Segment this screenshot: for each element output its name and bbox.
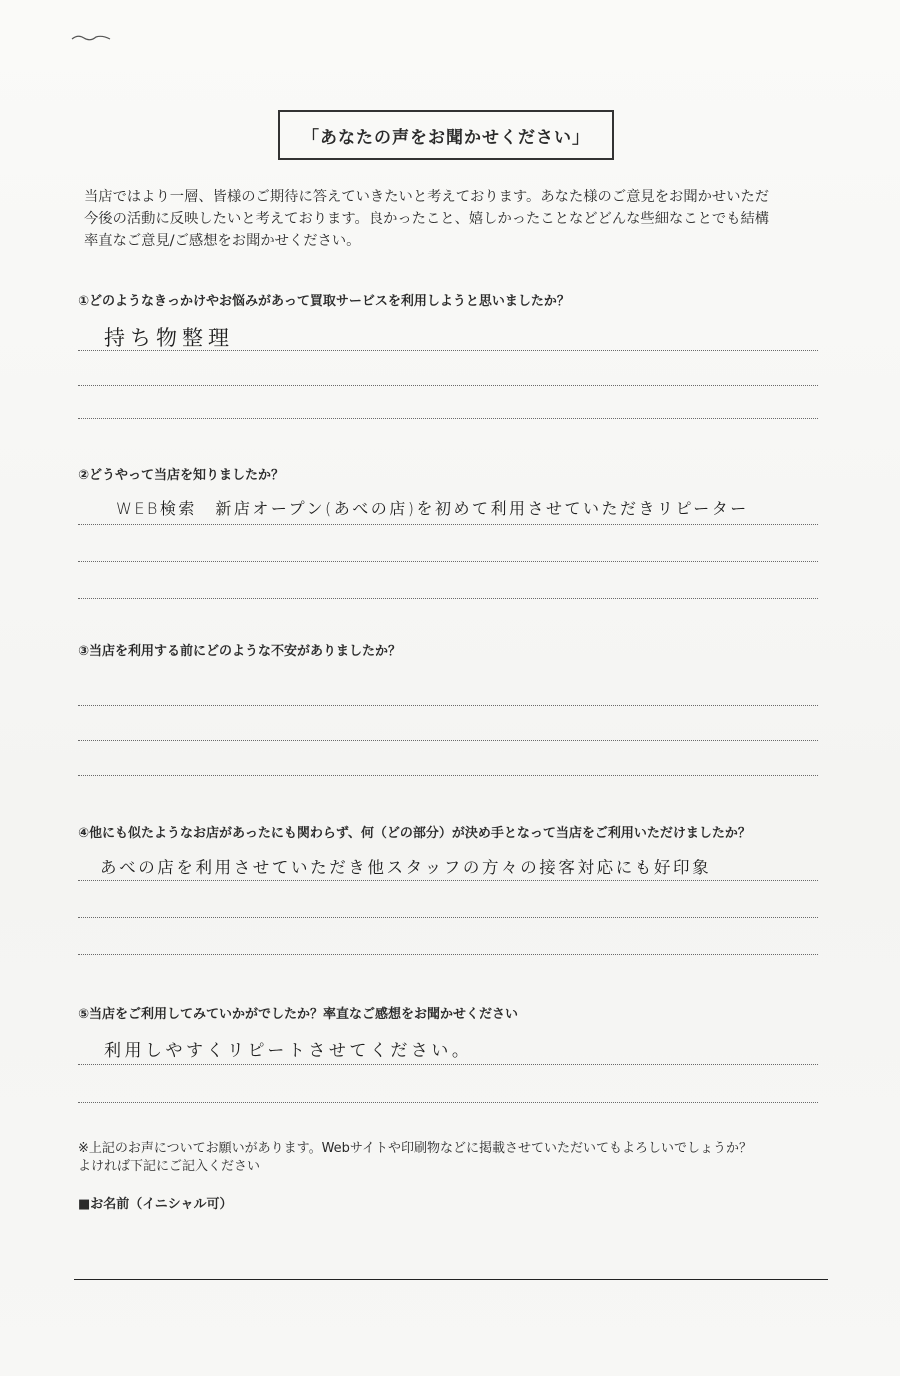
answer-5: 利用しやすくリピートさせてください。 [104, 1041, 473, 1061]
answer-line [78, 561, 818, 562]
answer-line [78, 775, 818, 776]
answer-line [78, 418, 818, 419]
intro-text [84, 186, 824, 252]
answer-line [78, 598, 818, 599]
question-3-label: ③当店を利用する前にどのような不安がありましたか？ [78, 644, 402, 659]
answer-line [78, 350, 818, 351]
name-field-label: ■お名前（イニシャル可） [78, 1197, 233, 1212]
name-signature-line[interactable] [74, 1279, 828, 1280]
permission-note [78, 1140, 818, 1176]
note-line: ※上記のお声についてお願いがあります。Webサイトや印刷物などに掲載させていただいてもよろしいでしょうか？ [78, 1141, 753, 1156]
question-4-label: ④他にも似たようなお店があったにも関わらず、何（どの部分）が決め手となって当店をご利用いただけましたか？ [78, 826, 751, 841]
question-5-label: ⑤当店をご利用してみていかがでしたか？率直なご感想をお聞かせください [78, 1007, 519, 1022]
ink-smudge [70, 32, 112, 42]
answer-4: あべの店を利用させていただき他スタッフの方々の接客対応にも好印象 [100, 858, 712, 877]
answer-line [78, 1102, 818, 1103]
answer-line [78, 524, 818, 525]
answer-line [78, 705, 818, 706]
question-1-label: ①どのようなきっかけやお悩みがあって買取サービスを利用しようと思いましたか？ [78, 294, 570, 309]
page-title: 「あなたの声をお聞かせください」 [278, 110, 614, 160]
answer-1: 持ち物整理 [104, 326, 234, 350]
answer-line [78, 1064, 818, 1065]
answer-line [78, 954, 818, 955]
answer-line [78, 880, 818, 881]
answer-2: WEB検索 新店オープン(あべの店)を初めて利用させていただきリピーター [116, 499, 749, 518]
note-line: よければ下記にご記入ください [78, 1159, 261, 1174]
answer-line [78, 917, 818, 918]
question-2-label: ②どうやって当店を知りましたか？ [78, 468, 285, 483]
answer-line [78, 385, 818, 386]
intro-line: 今後の活動に反映したいと考えております。良かったこと、嬉しかったことなどどんな些細なことでも結構 [84, 211, 770, 227]
answer-line [78, 740, 818, 741]
intro-line: 当店ではより一層、皆様のご期待に答えていきたいと考えております。あなた様のご意見をお聞かせいただ [84, 189, 770, 205]
intro-line: 率直なご意見/ご感想をお聞かせください。 [84, 233, 361, 249]
